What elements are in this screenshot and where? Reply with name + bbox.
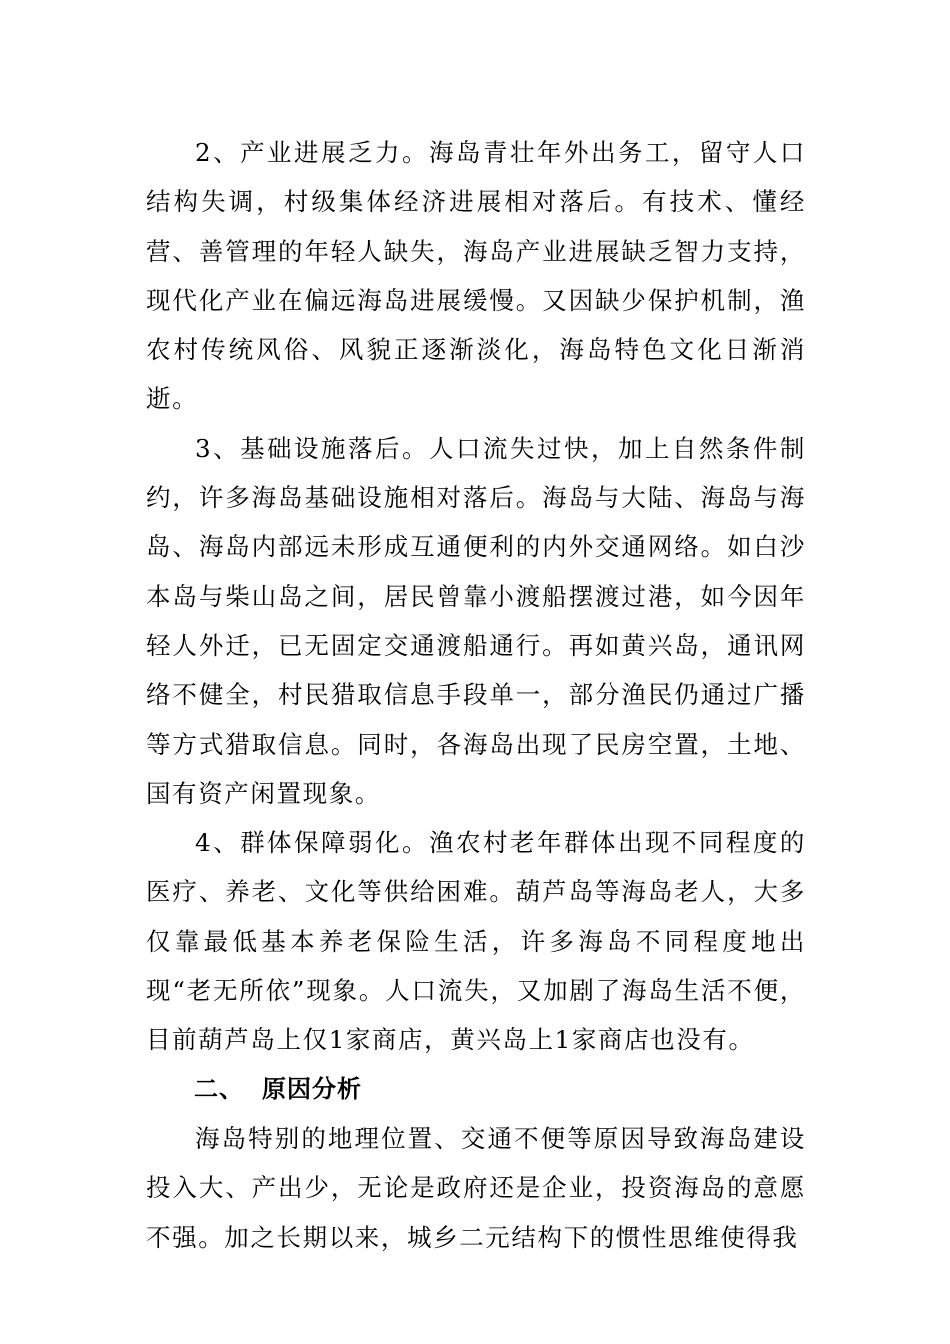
- document-body: [146, 128, 806, 1262]
- paragraph-cause-analysis: 海岛特别的地理位置、交通不便等原因导致海岛建设投入大、产出少，无论是政府还是企业，投资海岛的意愿不强。加之长期以来，城乡二元结构下的惯性思维使得我: [146, 1123, 806, 1252]
- section-heading-title: 原因分析: [262, 1074, 362, 1103]
- section-heading: [146, 1065, 806, 1114]
- section-heading-number: 二、: [194, 1074, 244, 1103]
- paragraph-infrastructure: 3、基础设施落后。人口流失过快，加上自然条件制约，许多海岛基础设施相对落后。海岛与大陆、海岛与海岛、海岛内部远未形成互通便利的内外交通网络。如白沙本岛与柴山岛之间，居民曾靠小渡船摆渡过港，如今因年轻人外迁，已无固定交通渡船通行。再如黄兴岛，通讯网络不健全，村民猎取信息手段单一，部分渔民仍通过广播等方式猎取信息。同时，各海岛出现了民房空置，土地、国有资产闲置现象。: [146, 433, 806, 808]
- paragraph-social-security: 4、群体保障弱化。渔农村老年群体出现不同程度的医疗、养老、文化等供给困难。葫芦岛等海岛老人，大多仅靠最低基本养老保险生活，许多海岛不同程度地出现“老无所依”现象。人口流失，又加剧了海岛生活不便，目前葫芦岛上仅1家商店，黄兴岛上1家商店也没有。: [146, 828, 806, 1055]
- paragraph-industry: 2、产业进展乏力。海岛青壮年外出务工，留守人口结构失调，村级集体经济进展相对落后。有技术、懂经营、善管理的年轻人缺失，海岛产业进展缺乏智力支持，现代化产业在偏远海岛进展缓慢。又因缺少保护机制，渔农村传统风俗、风貌正逐渐淡化，海岛特色文化日渐消逝。: [146, 138, 806, 414]
